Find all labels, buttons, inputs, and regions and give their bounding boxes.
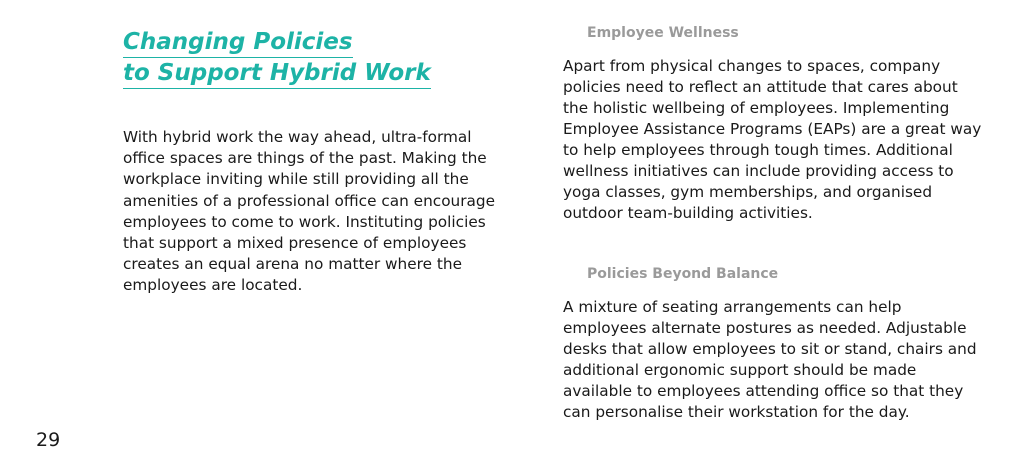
page-title-line-1: Changing Policies — [123, 28, 353, 58]
section-heading-policies-beyond-balance: Policies Beyond Balance — [587, 266, 779, 282]
page-title — [123, 27, 443, 89]
page-title-line-2: to Support Hybrid Work — [123, 59, 431, 89]
intro-paragraph: With hybrid work the way ahead, ultra-formal office spaces are things of the past. Making the workplace inviting while still providing all the amenities of a professional office can encourage employees to come to work. Instituting policies that support a mixed presence of employees creates an equal arena no matter where the employees are located. — [123, 128, 496, 295]
section-body-policies-beyond-balance: A mixture of seating arrangements can help employees alternate postures as needed. Adjustable desks that allow employees to sit or stand, chairs and additional ergonomic support should be made available to employees attending office so that they can personalise their workstation for the day. — [563, 298, 977, 421]
section-body-employee-wellness: Apart from physical changes to spaces, company policies need to reflect an attitude that cares about the holistic wellbeing of employees. Implementing Employee Assistance Programs (EAPs) are a great way to help employees through tough times. Additional wellness initiatives can include providing access to yoga classes, gym memberships, and organised outdoor team-building activities. — [563, 57, 982, 222]
page-number: 29 — [36, 429, 61, 451]
section-heading-employee-wellness: Employee Wellness — [587, 25, 739, 41]
